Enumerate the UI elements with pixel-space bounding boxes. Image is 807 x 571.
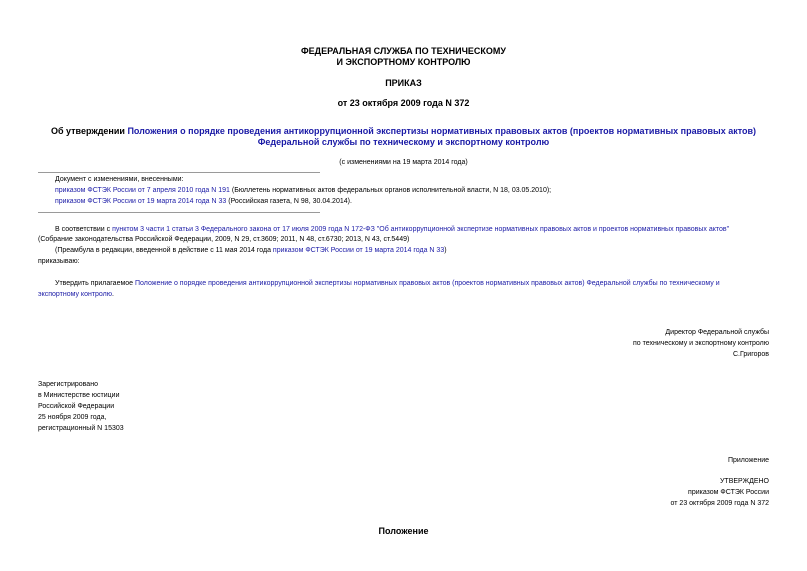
approved-stamp: УТВЕРЖДЕНО [719,478,769,485]
document-date: от 23 октября 2009 года N 372 [337,98,470,108]
preamble-revision-end: ) [444,247,447,254]
approved-regulation-link[interactable]: Положение о порядке проведения антикоррупционной экспертизы нормативных правовых актов (проектов нормативных правовых актов) Федеральной службы по техническому и [135,280,720,287]
preamble-source: (Собрание законодательства Российской Федерации, 2009, N 29, ст.3609; 2011, N 48, ст.6730; 2013, N 43, ст.5449) [38,236,410,243]
revision-note: (с изменениями на 19 марта 2014 года) [339,159,468,166]
federal-law-link[interactable]: пунктом 3 части 1 статьи 3 Федерального закона от 17 июля 2009 года N 172-ФЗ "Об антикоррупционной экспертизе нормативных правовых актов и проектов нормативных правовых актов" [112,226,730,233]
approval-paragraph [55,279,720,289]
registration-number: регистрационный N 15303 [38,425,124,432]
signature-name: С.Григоров [733,351,769,358]
regulation-heading: Положение [378,526,429,536]
approved-regulation-link-line2[interactable]: экспортному контролю [38,291,113,298]
change-link-2[interactable]: приказом ФСТЭК России от 19 марта 2014 года N 33 [55,198,227,205]
document-title-line2 [0,137,807,148]
preamble-start: В соответствии с [55,226,113,233]
agency-name-line2: И ЭКСПОРТНОМУ КОНТРОЛЮ [336,57,471,67]
registration-line1: Зарегистрировано [38,381,98,388]
divider-bottom [38,212,320,213]
document-title [0,126,807,137]
document-type: ПРИКАЗ [385,78,422,88]
approval-paragraph-line2 [38,290,114,300]
change-item-1 [55,186,551,196]
registration-line2: в Министерстве юстиции [38,392,120,399]
change-link-1[interactable]: приказом ФСТЭК России от 7 апреля 2010 года N 191 [55,187,230,194]
regulation-link-line2[interactable]: Федеральной службы по техническому и экспортному контролю [257,137,550,147]
preamble-revision-start: (Преамбула в редакции, введенной в действие с 11 мая 2014 года [55,247,273,254]
agency-name-line1: ФЕДЕРАЛЬНАЯ СЛУЖБА ПО ТЕХНИЧЕСКОМУ [301,46,506,56]
approved-by-order: приказом ФСТЭК России [688,489,769,496]
title-prefix: Об утверждении [50,126,128,136]
preamble-revision [55,246,447,256]
preamble-revision-link[interactable]: приказом ФСТЭК России от 19 марта 2014 года N 33 [272,247,445,254]
order-word: приказываю: [38,258,80,265]
approved-date: от 23 октября 2009 года N 372 [670,500,769,507]
regulation-link[interactable]: Положения о порядке проведения антикоррупционной экспертизы нормативных правовых актов (проектов нормативных правовых актов) [127,126,757,136]
change-item-2 [55,197,352,207]
preamble-paragraph [55,225,729,235]
signature-position-line2: по техническому и экспортному контролю [632,340,769,347]
registration-date: 25 ноября 2009 года, [38,414,107,421]
approval-start: Утвердить прилагаемое [55,280,136,287]
changes-intro: Документ с изменениями, внесенными: [55,176,184,183]
approval-end: . [112,291,114,298]
divider-top [38,172,320,173]
change-text-2: (Российская газета, N 98, 30.04.2014). [226,198,352,205]
registration-line3: Российской Федерации [38,403,115,410]
signature-position-line1: Директор Федеральной службы [665,329,769,336]
change-text-1: (Бюллетень нормативных актов федеральных органов исполнительной власти, N 18, 03.05.2010); [229,187,552,194]
appendix-label: Приложение [727,457,769,464]
